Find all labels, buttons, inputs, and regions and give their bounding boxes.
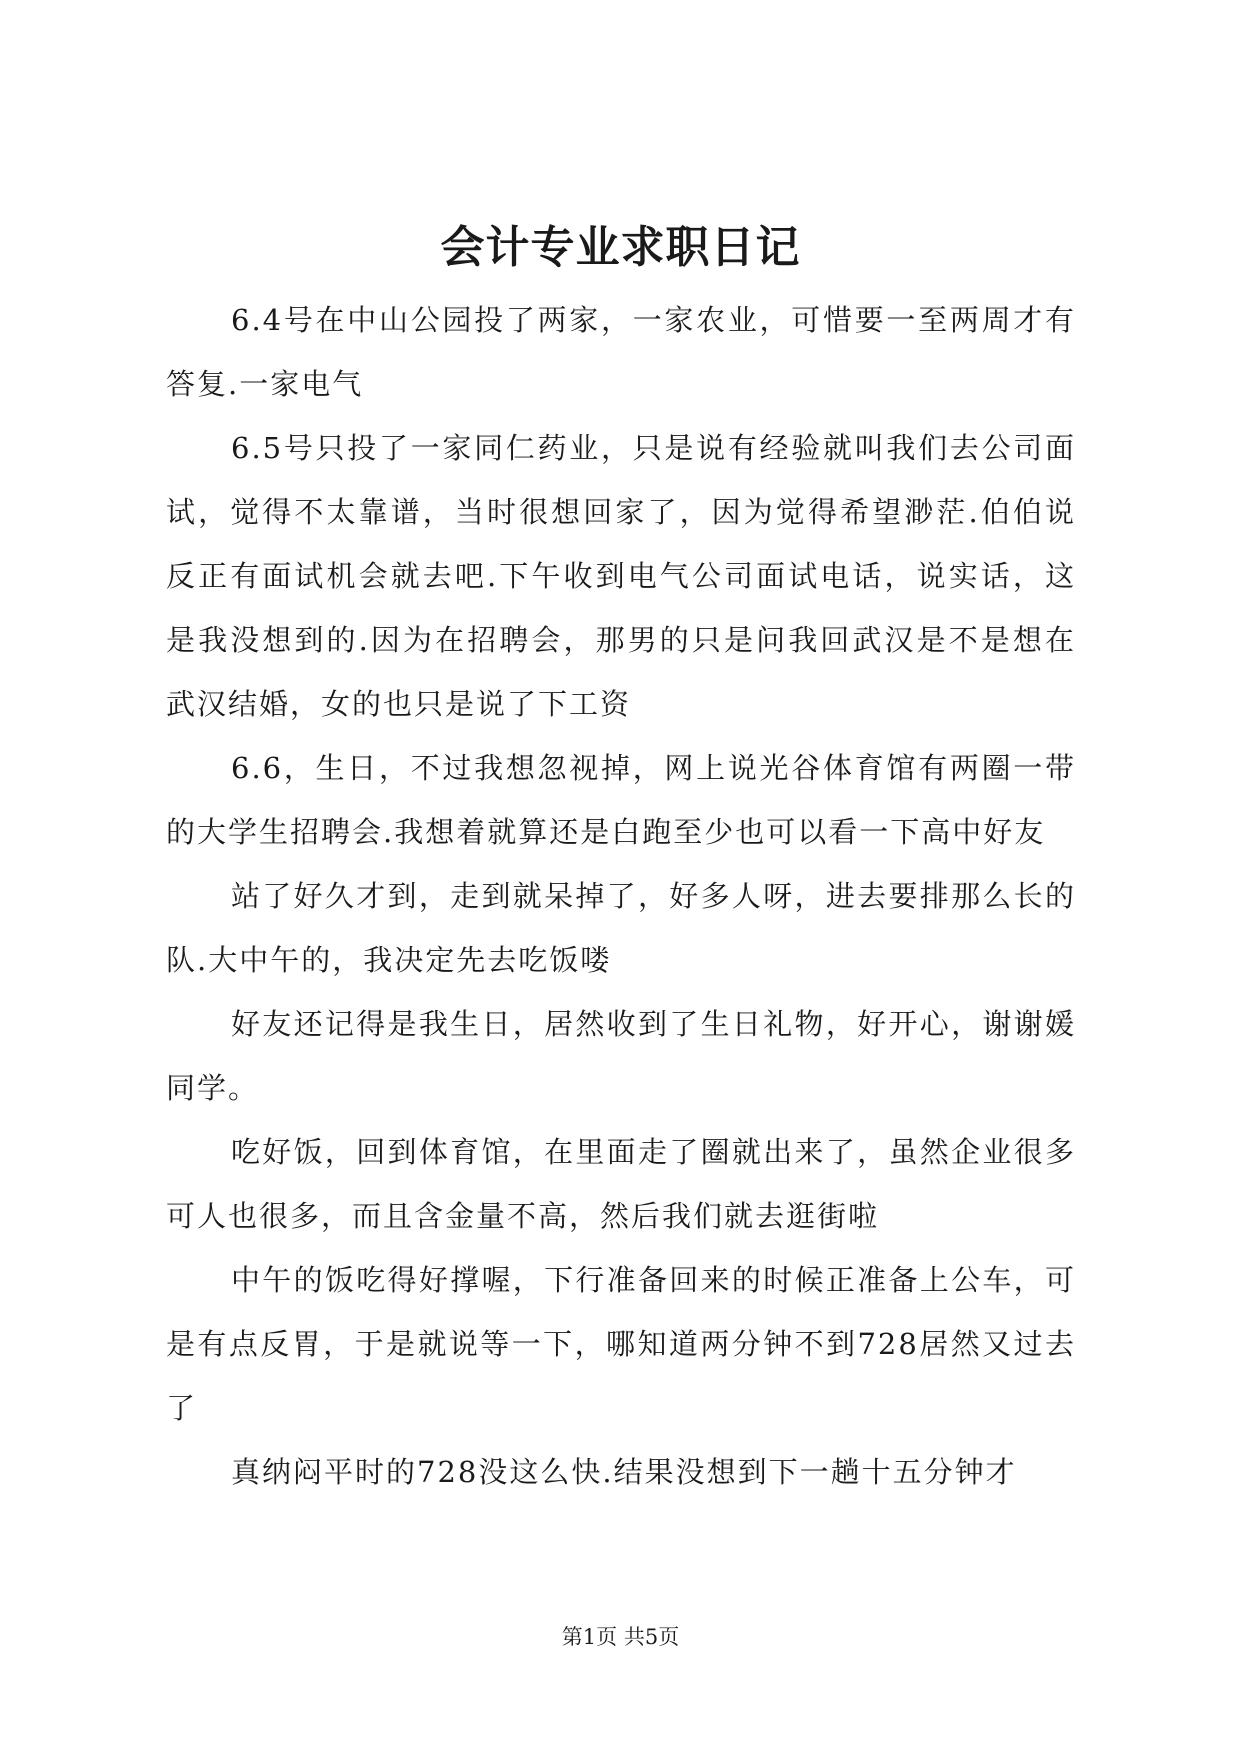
paragraph: 6.5号只投了一家同仁药业，只是说有经验就叫我们去公司面试，觉得不太靠谱，当时很想回家了，因为觉得希望渺茫.伯伯说反正有面试机会就去吧.下午收到电气公司面试电话，说实话，这是我没想到的.因为在招聘会，那男的只是问我回武汉是不是想在武汉结婚，女的也只是说了下工资 <box>166 431 1076 721</box>
paragraph: 6.6，生日，不过我想忽视掉，网上说光谷体育馆有两圈一带的大学生招聘会.我想着就算还是白跑至少也可以看一下高中好友 <box>166 751 1076 849</box>
paragraph: 吃好饭，回到体育馆，在里面走了圈就出来了，虽然企业很多可人也很多，而且含金量不高，然后我们就去逛街啦 <box>166 1135 1076 1233</box>
paragraph: 好友还记得是我生日，居然收到了生日礼物，好开心，谢谢媛同学。 <box>166 1007 1076 1105</box>
paragraph: 6.4号在中山公园投了两家，一家农业，可惜要一至两周才有答复.一家电气 <box>166 303 1076 401</box>
document-title: 会计专业求职日记 <box>440 222 801 273</box>
paragraph: 中午的饭吃得好撑喔，下行准备回来的时候正准备上公车，可是有点反胃，于是就说等一下，哪知道两分钟不到728居然又过去了 <box>166 1263 1076 1425</box>
paragraph: 真纳闷平时的728没这么快.结果没想到下一趟十五分钟才 <box>231 1455 1017 1489</box>
page-number-footer: 第1页 共5页 <box>561 1625 680 1649</box>
document-body <box>166 288 1076 1504</box>
paragraph: 站了好久才到，走到就呆掉了，好多人呀，进去要排那么长的队.大中午的，我决定先去吃饭喽 <box>166 879 1076 977</box>
